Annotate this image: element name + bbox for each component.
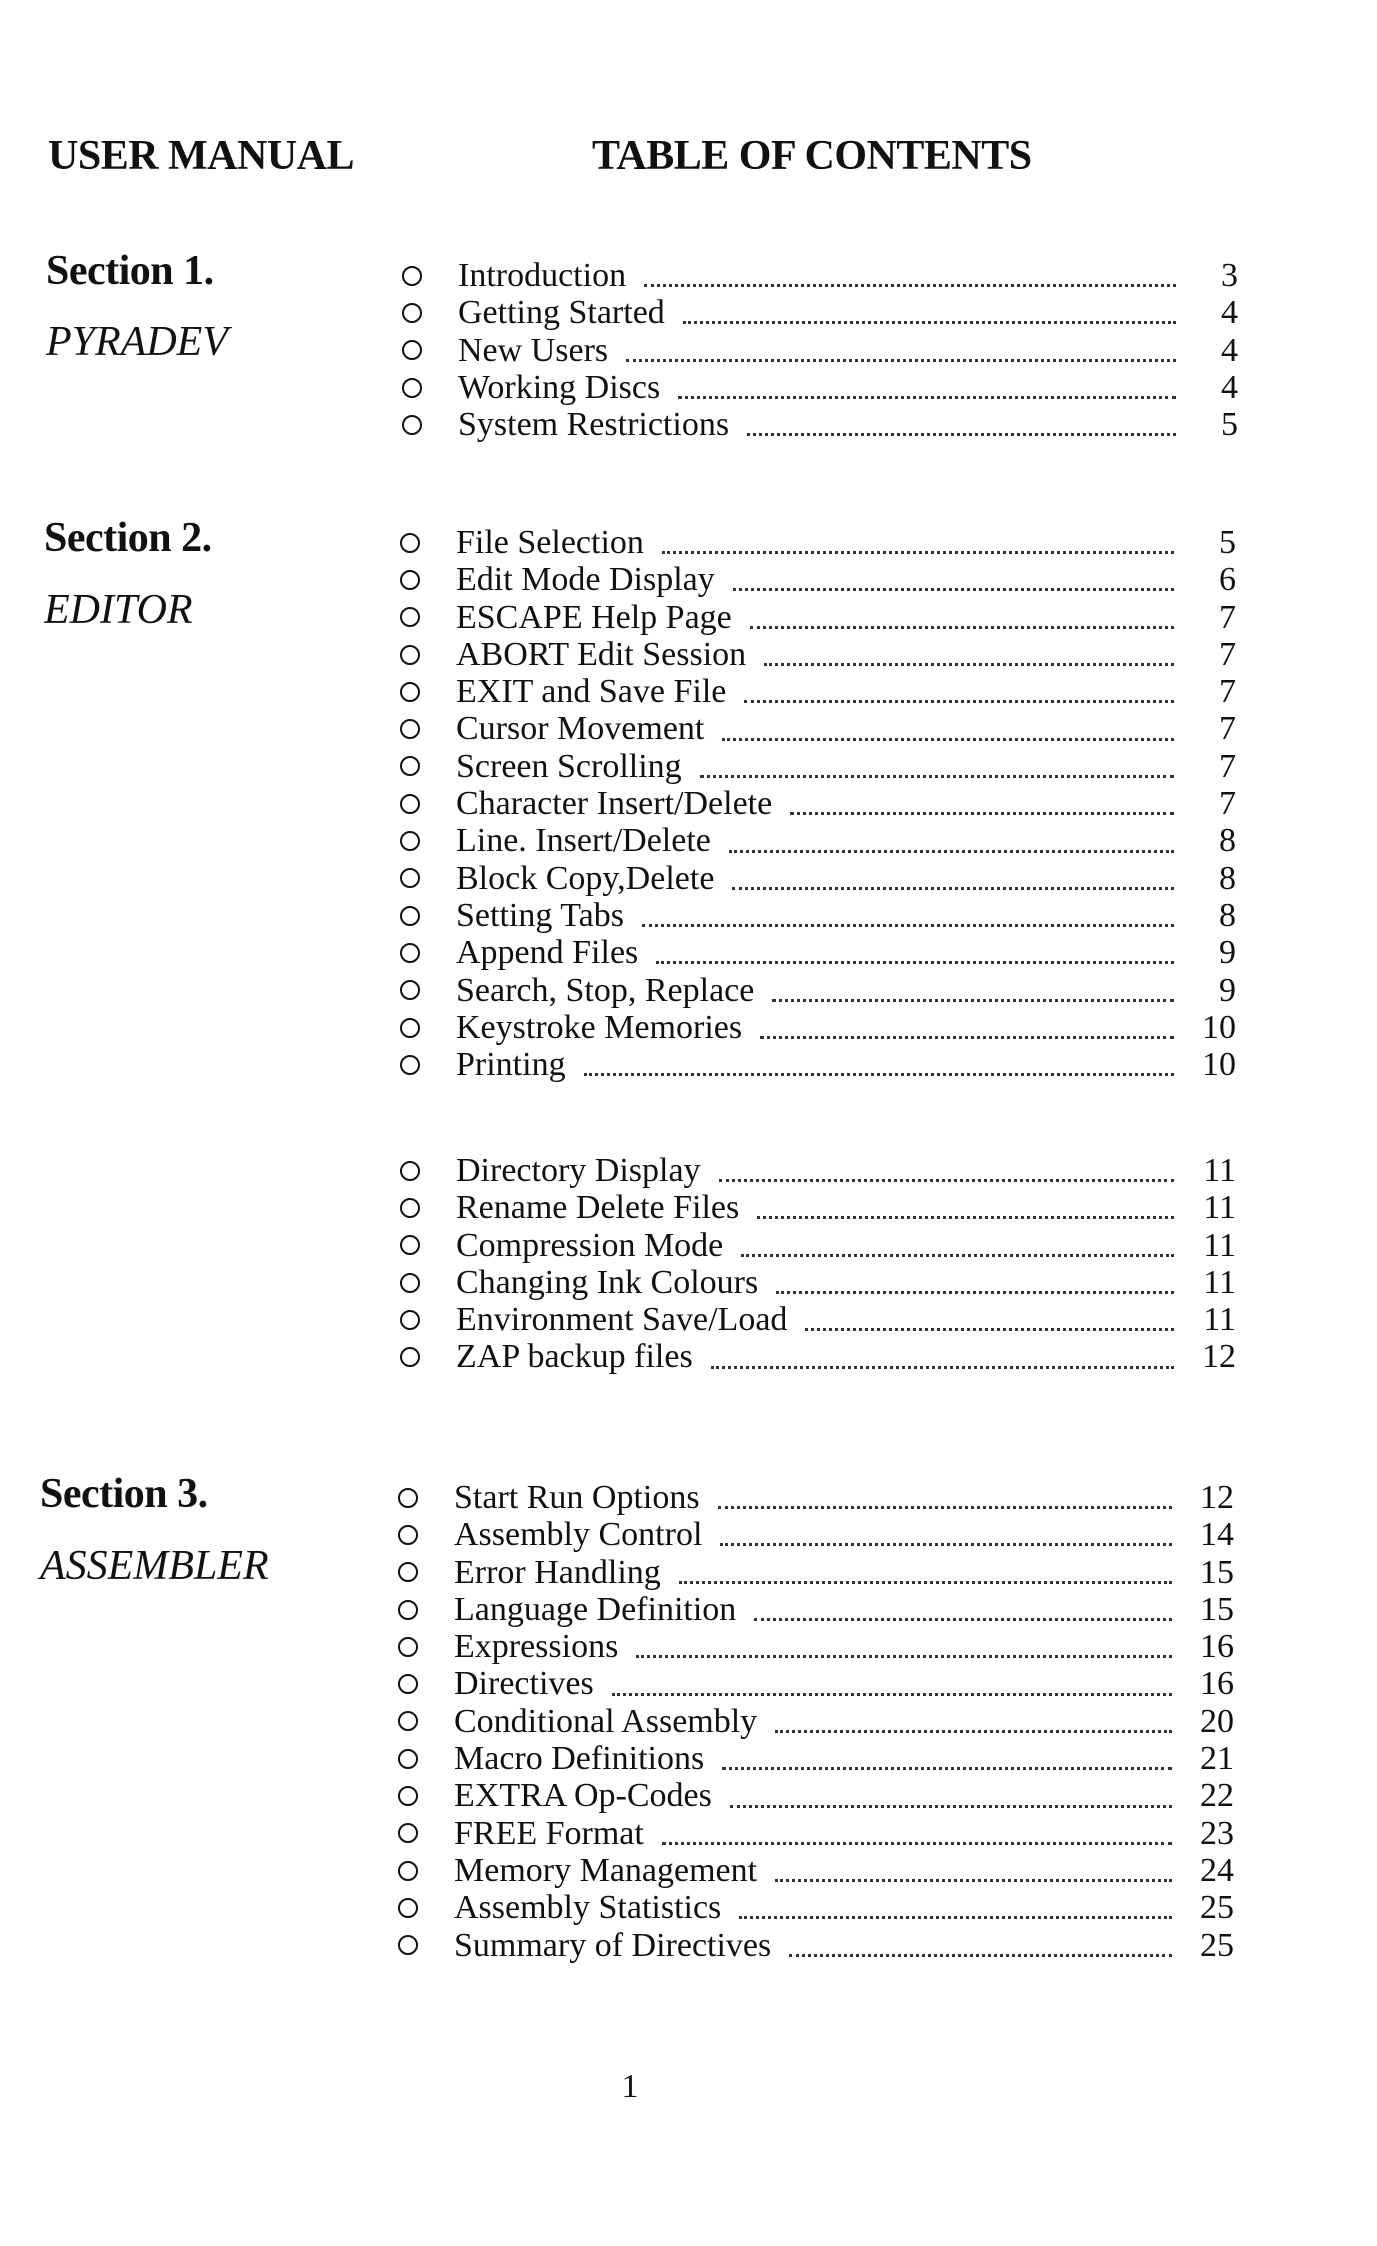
circle-bullet-icon — [400, 1198, 420, 1218]
circle-bullet-icon — [400, 1161, 420, 1181]
toc-entry — [394, 1852, 1234, 1889]
toc-entry-label: Keystroke Memories — [456, 1008, 743, 1046]
section-2-toc-continued — [396, 1152, 1236, 1376]
toc-entry-page: 16 — [1200, 1628, 1234, 1666]
toc-entry-label: Changing Ink Colours — [456, 1263, 759, 1301]
circle-bullet-icon — [400, 1273, 420, 1293]
toc-entry-page: 6 — [1219, 561, 1236, 599]
toc-entry-page: 3 — [1221, 257, 1238, 294]
dot-leader — [739, 1916, 1172, 1919]
toc-entry — [398, 294, 1238, 331]
toc-entry-page: 10 — [1202, 1008, 1236, 1046]
toc-entry — [394, 1777, 1234, 1814]
circle-bullet-icon — [398, 1898, 418, 1918]
toc-entry — [396, 897, 1236, 934]
toc-entry-label: Directory Display — [456, 1152, 701, 1189]
dot-leader — [720, 1543, 1172, 1546]
toc-entry-page: 7 — [1219, 710, 1236, 748]
toc-entry — [396, 599, 1236, 636]
toc-entry — [396, 1046, 1236, 1083]
dot-leader — [722, 1767, 1172, 1770]
toc-entry — [396, 1264, 1236, 1301]
toc-entry — [398, 257, 1238, 294]
toc-entry-label: Language Definition — [454, 1590, 737, 1628]
toc-entry-page: 11 — [1203, 1263, 1236, 1301]
circle-bullet-icon — [398, 1711, 418, 1731]
circle-bullet-icon — [400, 906, 420, 926]
toc-entry — [394, 1889, 1234, 1926]
dot-leader — [775, 1730, 1172, 1733]
section-1-subtitle: PYRADEV — [46, 319, 228, 365]
toc-entry-label: Character Insert/Delete — [456, 785, 773, 823]
toc-entry-page: 7 — [1219, 785, 1236, 823]
circle-bullet-icon — [398, 1749, 418, 1769]
circle-bullet-icon — [398, 1935, 418, 1955]
dot-leader — [754, 1618, 1172, 1621]
toc-entry — [394, 1703, 1234, 1740]
toc-entry-page: 9 — [1219, 934, 1236, 972]
toc-entry-page: 20 — [1200, 1702, 1234, 1740]
toc-entry-label: Error Handling — [454, 1553, 661, 1591]
toc-entry — [396, 1338, 1236, 1375]
toc-entry-page: 25 — [1200, 1889, 1234, 1927]
toc-entry-page: 25 — [1200, 1926, 1234, 1964]
toc-entry-page: 7 — [1219, 598, 1236, 636]
toc-entry — [396, 710, 1236, 747]
toc-entry — [396, 785, 1236, 822]
dot-leader — [612, 1693, 1172, 1696]
section-2-subtitle: EDITOR — [44, 587, 193, 633]
toc-entry-page: 11 — [1203, 1301, 1236, 1339]
circle-bullet-icon — [400, 1347, 420, 1367]
toc-entry-page: 10 — [1202, 1046, 1236, 1084]
toc-entry-label: Setting Tabs — [456, 896, 624, 934]
dot-leader — [750, 626, 1174, 629]
toc-entry-label: Search, Stop, Replace — [456, 971, 755, 1009]
toc-entry-label: Printing — [456, 1046, 566, 1084]
toc-entry-page: 4 — [1221, 294, 1238, 332]
dot-leader — [744, 700, 1174, 703]
toc-entry-page: 23 — [1200, 1814, 1234, 1852]
section-1-title: Section 1. — [46, 248, 214, 294]
circle-bullet-icon — [400, 1310, 420, 1330]
dot-leader — [757, 1216, 1174, 1219]
toc-entry-page: 11 — [1203, 1152, 1236, 1189]
toc-entry-page: 7 — [1219, 747, 1236, 785]
circle-bullet-icon — [400, 980, 420, 1000]
toc-entry-label: Conditional Assembly — [454, 1702, 758, 1740]
toc-entry-label: Macro Definitions — [454, 1740, 705, 1778]
toc-entry-label: Directives — [454, 1665, 594, 1703]
dot-leader — [722, 738, 1174, 741]
toc-entry-label: Compression Mode — [456, 1226, 724, 1264]
circle-bullet-icon — [400, 868, 420, 888]
dot-leader — [678, 396, 1176, 399]
toc-entry-label: Memory Management — [454, 1851, 758, 1889]
circle-bullet-icon — [402, 340, 422, 360]
toc-entry-page: 7 — [1219, 673, 1236, 711]
dot-leader — [729, 850, 1174, 853]
manual-title: USER MANUAL — [48, 133, 355, 179]
dot-leader — [662, 551, 1174, 554]
toc-entry-page: 22 — [1200, 1777, 1234, 1815]
toc-entry-page: 16 — [1200, 1665, 1234, 1703]
toc-entry — [396, 1189, 1236, 1226]
toc-entry-label: File Selection — [456, 524, 644, 561]
toc-entry — [396, 1152, 1236, 1189]
toc-entry — [394, 1740, 1234, 1777]
toc-entry-label: ABORT Edit Session — [456, 635, 747, 673]
circle-bullet-icon — [402, 303, 422, 323]
dot-leader — [711, 1366, 1174, 1369]
toc-entry-page: 8 — [1219, 822, 1236, 860]
toc-entry — [396, 934, 1236, 971]
toc-entry — [394, 1665, 1234, 1702]
toc-entry-label: Line. Insert/Delete — [456, 822, 711, 860]
circle-bullet-icon — [400, 533, 420, 553]
toc-entry-label: Cursor Movement — [456, 710, 705, 748]
dot-leader — [732, 887, 1174, 890]
dot-leader — [700, 775, 1174, 778]
toc-entry-page: 12 — [1200, 1479, 1234, 1516]
toc-entry-label: FREE Format — [454, 1814, 644, 1852]
toc-entry-label: Getting Started — [458, 294, 665, 332]
circle-bullet-icon — [400, 682, 420, 702]
toc-entry — [396, 673, 1236, 710]
dot-leader — [775, 1879, 1172, 1882]
toc-entry — [396, 822, 1236, 859]
toc-entry-page: 14 — [1200, 1516, 1234, 1554]
toc-entry-page: 4 — [1221, 331, 1238, 369]
toc-entry — [398, 332, 1238, 369]
toc-title: TABLE OF CONTENTS — [592, 133, 1032, 179]
section-3-subtitle: ASSEMBLER — [40, 1543, 269, 1589]
dot-leader — [718, 1506, 1172, 1509]
toc-entry-page: 9 — [1219, 971, 1236, 1009]
toc-entry-label: Rename Delete Files — [456, 1189, 740, 1227]
circle-bullet-icon — [398, 1600, 418, 1620]
toc-entry-page: 4 — [1221, 368, 1238, 406]
dot-leader — [730, 1805, 1172, 1808]
toc-entry-label: Start Run Options — [454, 1479, 700, 1516]
dot-leader — [733, 588, 1174, 591]
toc-entry — [396, 1227, 1236, 1264]
circle-bullet-icon — [402, 415, 422, 435]
toc-entry — [396, 748, 1236, 785]
dot-leader — [747, 433, 1176, 436]
circle-bullet-icon — [402, 378, 422, 398]
toc-entry-label: ZAP backup files — [456, 1338, 693, 1376]
toc-entry — [396, 972, 1236, 1009]
dot-leader — [805, 1328, 1174, 1331]
toc-entry-label: Assembly Control — [454, 1516, 703, 1554]
circle-bullet-icon — [400, 831, 420, 851]
circle-bullet-icon — [398, 1674, 418, 1694]
toc-entry — [396, 860, 1236, 897]
toc-entry-page: 24 — [1200, 1851, 1234, 1889]
dot-leader — [772, 999, 1174, 1002]
toc-entry-page: 8 — [1219, 896, 1236, 934]
toc-entry-page: 15 — [1200, 1590, 1234, 1628]
toc-entry-label: EXIT and Save File — [456, 673, 727, 711]
toc-entry-page: 11 — [1203, 1226, 1236, 1264]
toc-entry — [396, 1009, 1236, 1046]
toc-entry-label: System Restrictions — [458, 406, 730, 444]
toc-entry — [394, 1554, 1234, 1591]
toc-entry — [396, 636, 1236, 673]
toc-entry-page: 7 — [1219, 635, 1236, 673]
toc-entry — [396, 561, 1236, 598]
dot-leader — [683, 321, 1176, 324]
circle-bullet-icon — [398, 1525, 418, 1545]
dot-leader — [764, 663, 1174, 666]
dot-leader — [644, 284, 1176, 287]
toc-entry-label: Working Discs — [458, 368, 661, 406]
toc-entry — [394, 1927, 1234, 1964]
circle-bullet-icon — [402, 266, 422, 286]
dot-leader — [636, 1655, 1172, 1658]
toc-entry-page: 12 — [1202, 1338, 1236, 1376]
toc-entry-page: 8 — [1219, 859, 1236, 897]
dot-leader — [760, 1036, 1174, 1039]
dot-leader — [679, 1581, 1172, 1584]
circle-bullet-icon — [400, 756, 420, 776]
toc-entry-label: Environment Save/Load — [456, 1301, 788, 1339]
toc-entry-label: ESCAPE Help Page — [456, 598, 732, 636]
toc-entry — [396, 524, 1236, 561]
circle-bullet-icon — [398, 1823, 418, 1843]
toc-entry — [394, 1815, 1234, 1852]
toc-entry-label: Expressions — [454, 1628, 619, 1666]
toc-entry-label: Append Files — [456, 934, 639, 972]
page-number: 1 — [621, 2068, 639, 2105]
toc-entry-page: 5 — [1219, 524, 1236, 561]
circle-bullet-icon — [400, 794, 420, 814]
toc-entry-label: Introduction — [458, 257, 627, 294]
dot-leader — [776, 1291, 1174, 1294]
circle-bullet-icon — [400, 943, 420, 963]
toc-entry-label: EXTRA Op-Codes — [454, 1777, 712, 1815]
circle-bullet-icon — [398, 1488, 418, 1508]
circle-bullet-icon — [400, 1018, 420, 1038]
toc-entry-page: 15 — [1200, 1553, 1234, 1591]
circle-bullet-icon — [400, 719, 420, 739]
section-1-toc — [398, 257, 1238, 443]
dot-leader — [662, 1842, 1172, 1845]
dot-leader — [790, 812, 1174, 815]
toc-entry — [396, 1301, 1236, 1338]
toc-entry-page: 5 — [1221, 406, 1238, 444]
toc-entry-page: 21 — [1200, 1740, 1234, 1778]
section-3-title: Section 3. — [40, 1471, 208, 1517]
circle-bullet-icon — [398, 1637, 418, 1657]
toc-entry — [398, 406, 1238, 443]
toc-entry — [394, 1516, 1234, 1553]
toc-entry — [398, 369, 1238, 406]
circle-bullet-icon — [398, 1786, 418, 1806]
toc-entry-label: Screen Scrolling — [456, 747, 682, 785]
toc-entry-page: 11 — [1203, 1189, 1236, 1227]
toc-entry-label: Block Copy,Delete — [456, 859, 715, 897]
circle-bullet-icon — [400, 1235, 420, 1255]
circle-bullet-icon — [400, 570, 420, 590]
section-3-toc — [394, 1479, 1234, 1964]
toc-entry-label: Assembly Statistics — [454, 1889, 722, 1927]
circle-bullet-icon — [398, 1861, 418, 1881]
dot-leader — [656, 961, 1174, 964]
toc-entry-label: Summary of Directives — [454, 1926, 772, 1964]
dot-leader — [741, 1254, 1174, 1257]
circle-bullet-icon — [400, 607, 420, 627]
circle-bullet-icon — [400, 645, 420, 665]
toc-entry — [394, 1628, 1234, 1665]
dot-leader — [642, 924, 1174, 927]
dot-leader — [626, 359, 1176, 362]
section-2-title: Section 2. — [44, 515, 212, 561]
toc-entry — [394, 1479, 1234, 1516]
dot-leader — [789, 1954, 1172, 1957]
toc-entry-label: New Users — [458, 331, 609, 369]
toc-entry — [394, 1591, 1234, 1628]
toc-entry-label: Edit Mode Display — [456, 561, 715, 599]
circle-bullet-icon — [400, 1055, 420, 1075]
section-2-toc — [396, 524, 1236, 1083]
dot-leader — [584, 1073, 1174, 1076]
dot-leader — [719, 1179, 1174, 1182]
circle-bullet-icon — [398, 1562, 418, 1582]
